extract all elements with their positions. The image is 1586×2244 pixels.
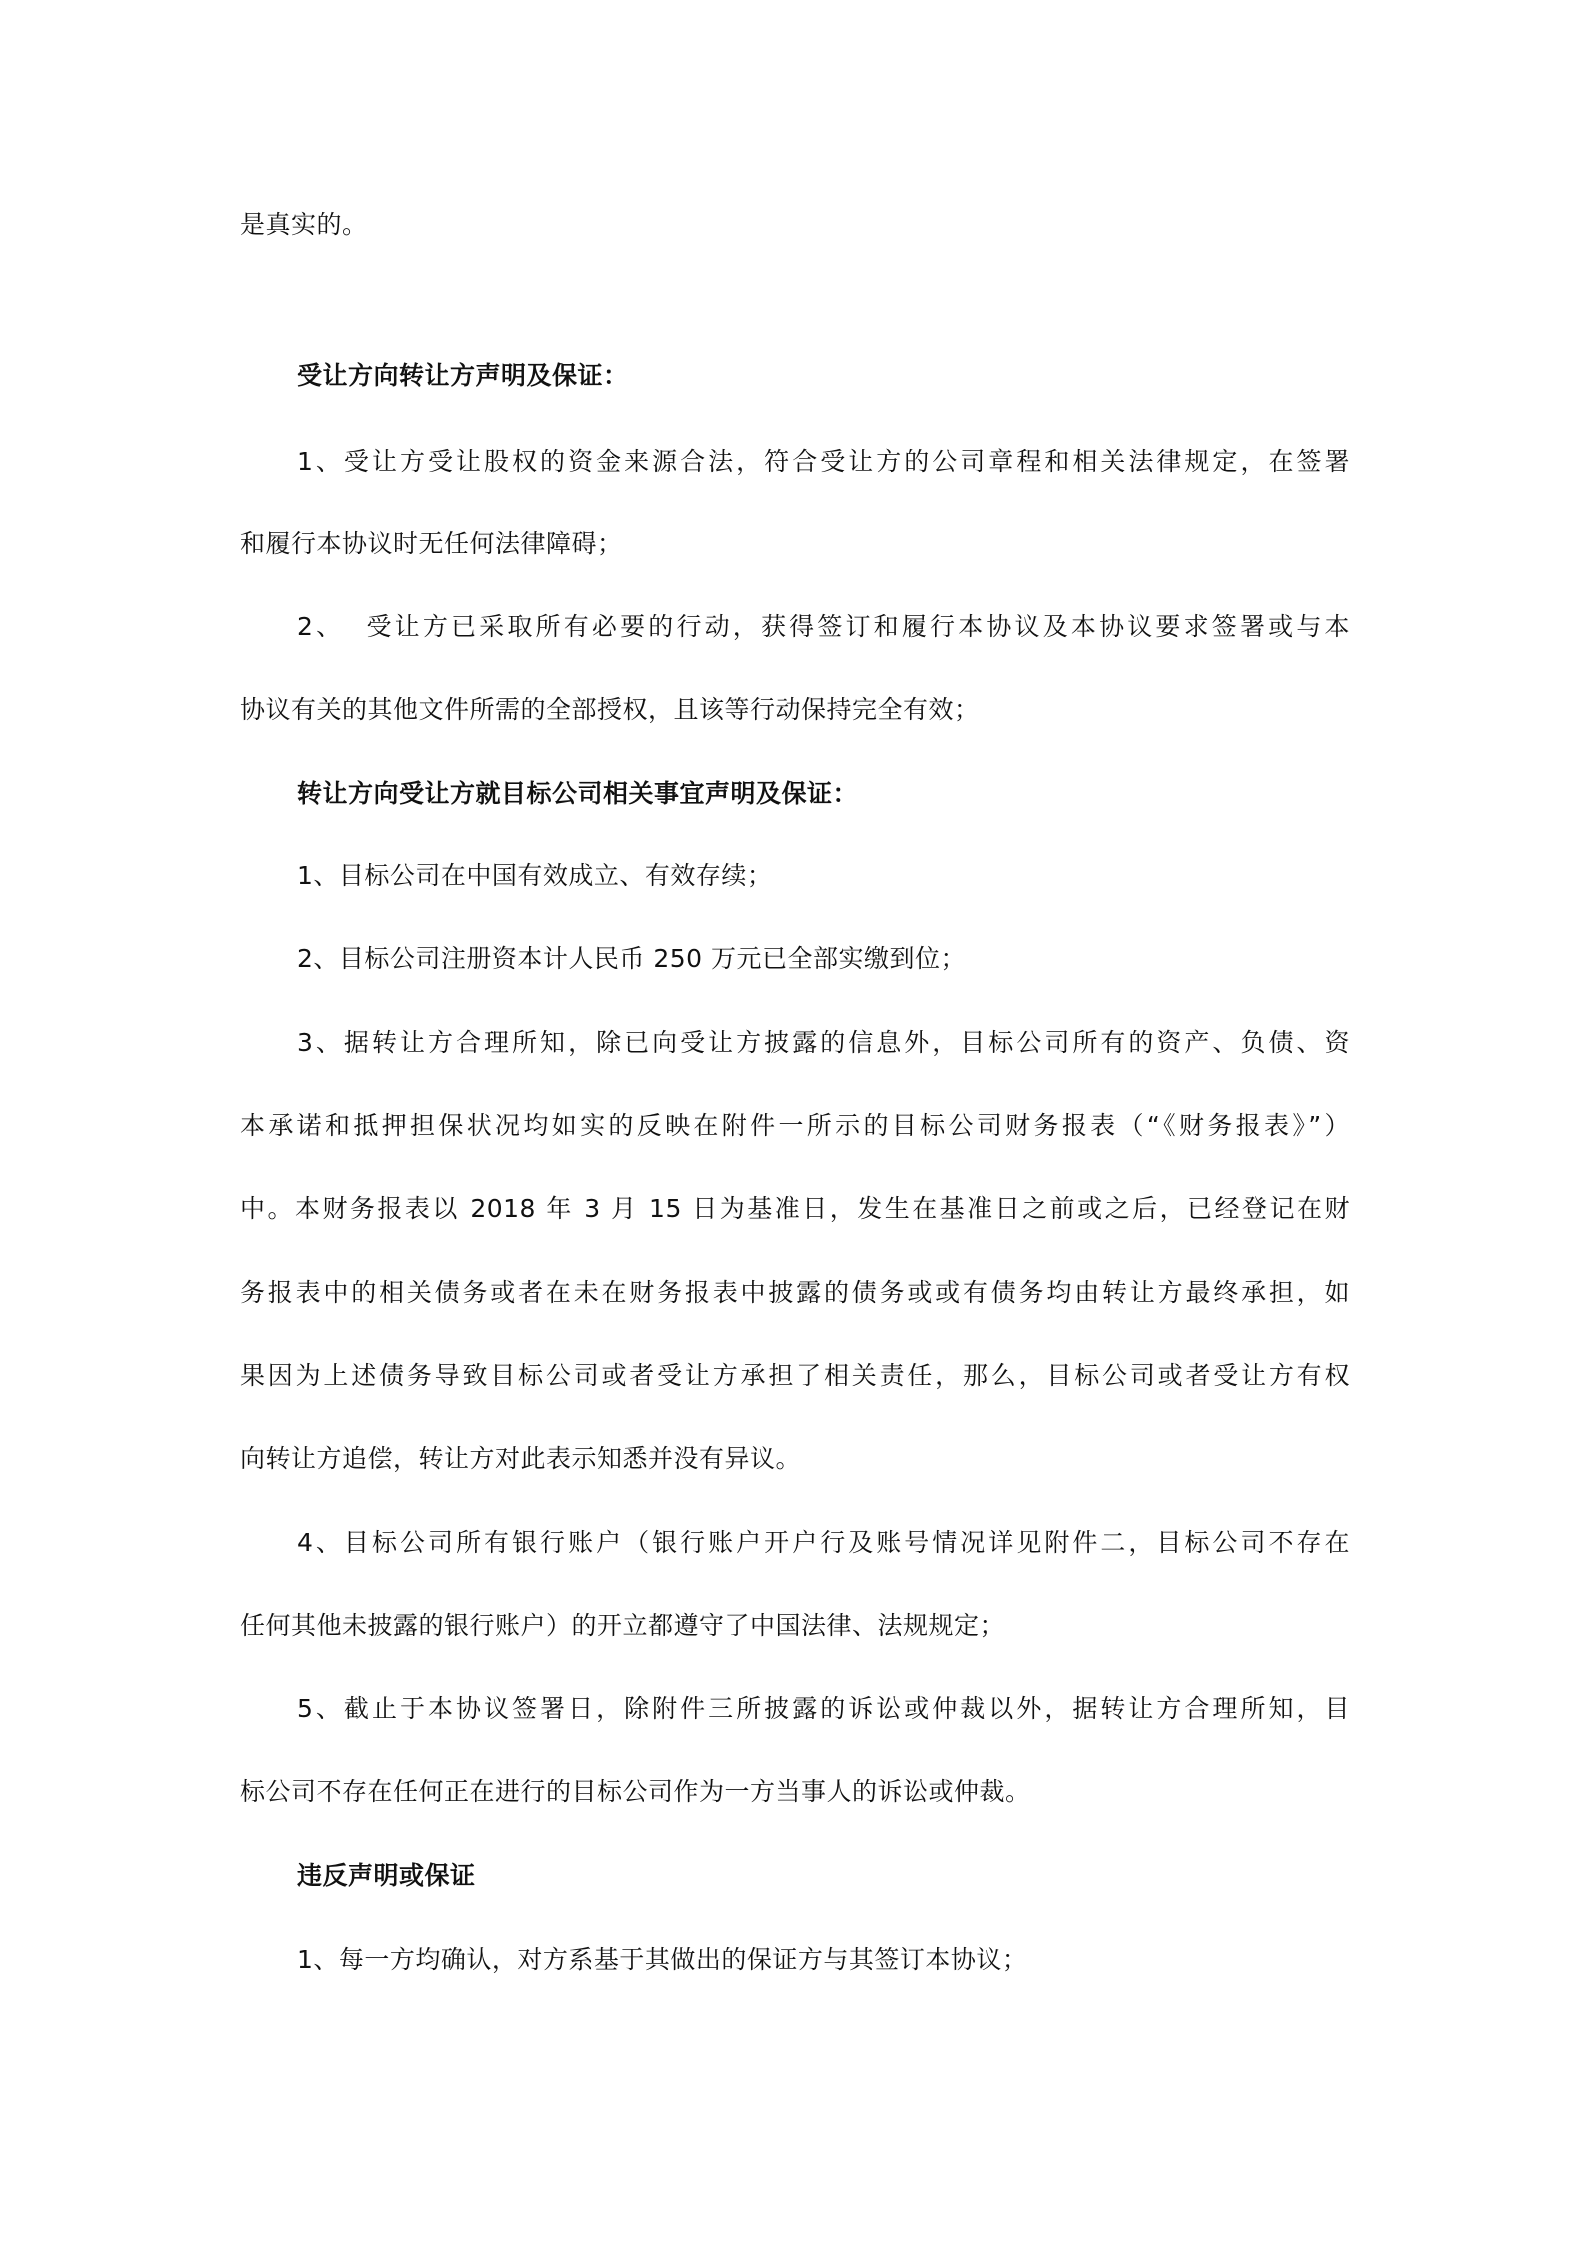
paragraph-line: 向转让方追偿，转让方对此表示知悉并没有异议。 [240, 1444, 802, 1473]
paragraph-line: 标公司不存在任何正在进行的目标公司作为一方当事人的诉讼或仲裁。 [240, 1777, 1031, 1806]
section-heading-breach: 违反声明或保证 [297, 1861, 476, 1890]
paragraph-line: 中。本财务报表以 2018 年 3 月 15 日为基准日，发生在基准日之前或之后，已经登记在财 [240, 1194, 1350, 1223]
section-heading-transferee: 受让方向转让方声明及保证： [297, 361, 629, 390]
paragraph-line: 本承诺和抵押担保状况均如实的反映在附件一所示的目标公司财务报表（“《财务报表》”） [240, 1111, 1350, 1140]
paragraph-line: 4、目标公司所有银行账户（银行账户开户行及账号情况详见附件二，目标公司不存在 [297, 1528, 1350, 1557]
paragraph-line: 务报表中的相关债务或者在未在财务报表中披露的债务或或有债务均由转让方最终承担，如 [240, 1278, 1350, 1307]
paragraph-line: 2、 受让方已采取所有必要的行动，获得签订和履行本协议及本协议要求签署或与本 [297, 612, 1350, 641]
paragraph-line: 2、目标公司注册资本计人民币 250 万元已全部实缴到位； [297, 944, 967, 973]
paragraph-line: 1、目标公司在中国有效成立、有效存续； [297, 861, 773, 890]
paragraph-line: 1、每一方均确认，对方系基于其做出的保证方与其签订本协议； [297, 1945, 1028, 1974]
paragraph-line: 果因为上述债务导致目标公司或者受让方承担了相关责任，那么，目标公司或者受让方有权 [240, 1361, 1350, 1390]
paragraph-line: 3、据转让方合理所知，除已向受让方披露的信息外，目标公司所有的资产、负债、资 [297, 1028, 1350, 1057]
paragraph-line: 1、受让方受让股权的资金来源合法，符合受让方的公司章程和相关法律规定，在签署 [297, 447, 1350, 476]
paragraph-line: 和履行本协议时无任何法律障碍； [240, 529, 623, 558]
paragraph-line: 任何其他未披露的银行账户）的开立都遵守了中国法律、法规规定； [240, 1611, 1006, 1640]
paragraph-line: 5、截止于本协议签署日，除附件三所披露的诉讼或仲裁以外，据转让方合理所知，目 [297, 1694, 1350, 1723]
paragraph-line: 协议有关的其他文件所需的全部授权，且该等行动保持完全有效； [240, 695, 980, 724]
section-heading-transferor: 转让方向受让方就目标公司相关事宜声明及保证： [297, 779, 859, 808]
text-line-tail: 是真实的。 [240, 210, 368, 239]
